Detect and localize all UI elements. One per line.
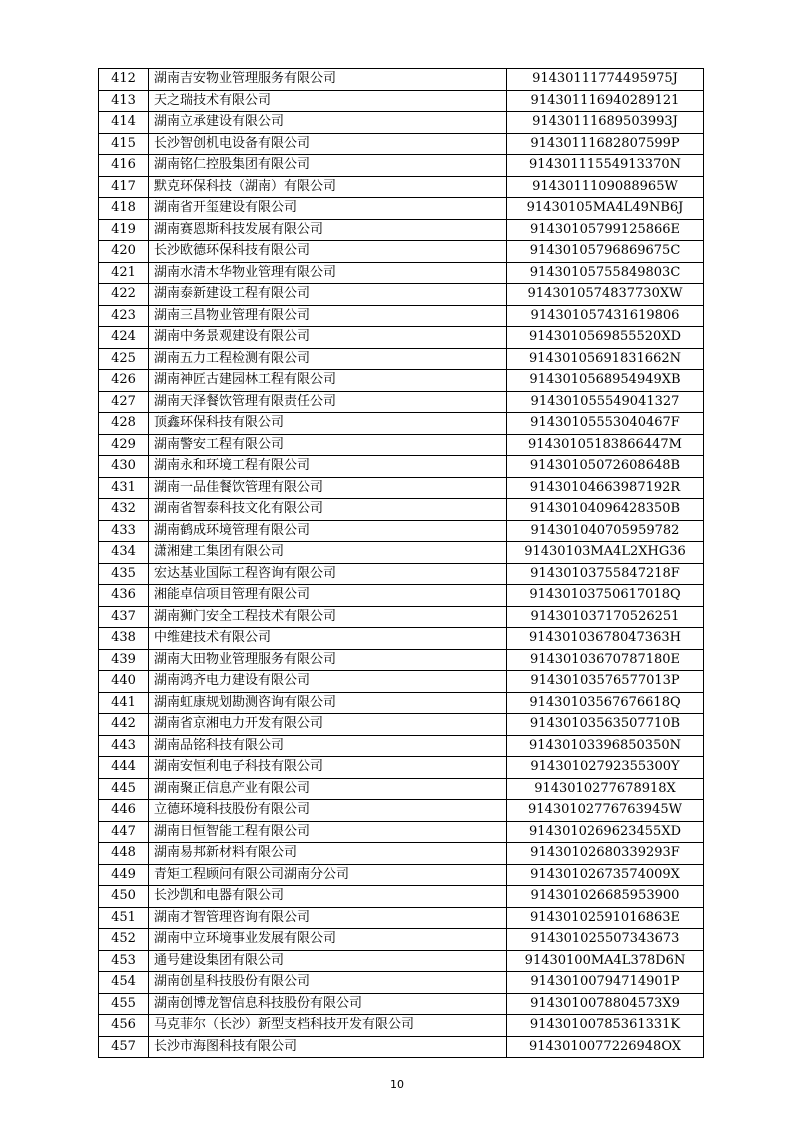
row-number-cell: 421 xyxy=(99,262,149,284)
row-number-cell: 438 xyxy=(99,628,149,650)
row-number-cell: 449 xyxy=(99,864,149,886)
row-number-cell: 432 xyxy=(99,499,149,521)
company-name-cell: 湖南鹤成环境管理有限公司 xyxy=(149,520,507,542)
row-number-cell: 417 xyxy=(99,176,149,198)
credit-code-cell: 91430105183866447M xyxy=(507,434,704,456)
credit-code-cell: 91430102776763945W xyxy=(507,800,704,822)
company-name-cell: 天之瑞技术有限公司 xyxy=(149,90,507,112)
table-row xyxy=(99,886,704,908)
table-row xyxy=(99,370,704,392)
credit-code-cell: 91430100794714901P xyxy=(507,972,704,994)
table-row xyxy=(99,606,704,628)
table-row xyxy=(99,671,704,693)
table-row xyxy=(99,993,704,1015)
credit-code-cell: 91430102591016863E xyxy=(507,907,704,929)
credit-code-cell: 91430105072608648B xyxy=(507,456,704,478)
table-row xyxy=(99,284,704,306)
page-number: 10 xyxy=(390,1078,404,1091)
table-row xyxy=(99,864,704,886)
credit-code-cell: 91430103755847218F xyxy=(507,563,704,585)
company-name-cell: 长沙智创机电设备有限公司 xyxy=(149,133,507,155)
table-row xyxy=(99,456,704,478)
company-table xyxy=(98,68,704,1058)
company-name-cell: 默克环保科技（湖南）有限公司 xyxy=(149,176,507,198)
credit-code-cell: 91430103750617018Q xyxy=(507,585,704,607)
row-number-cell: 451 xyxy=(99,907,149,929)
company-name-cell: 湖南水清木华物业管理有限公司 xyxy=(149,262,507,284)
table-row xyxy=(99,843,704,865)
row-number-cell: 427 xyxy=(99,391,149,413)
table-row xyxy=(99,972,704,994)
company-table-body xyxy=(99,69,704,1058)
table-row xyxy=(99,198,704,220)
company-name-cell: 湖南狮门安全工程技术有限公司 xyxy=(149,606,507,628)
credit-code-cell: 91430111554913370N xyxy=(507,155,704,177)
table-row xyxy=(99,262,704,284)
company-name-cell: 宏达基业国际工程咨询有限公司 xyxy=(149,563,507,585)
company-name-cell: 长沙凯和电器有限公司 xyxy=(149,886,507,908)
company-name-cell: 中维建技术有限公司 xyxy=(149,628,507,650)
table-row xyxy=(99,800,704,822)
company-name-cell: 湖南警安工程有限公司 xyxy=(149,434,507,456)
credit-code-cell: 9143010569855520XD xyxy=(507,327,704,349)
row-number-cell: 431 xyxy=(99,477,149,499)
company-name-cell: 湖南泰新建设工程有限公司 xyxy=(149,284,507,306)
company-name-cell: 湖南立承建设有限公司 xyxy=(149,112,507,134)
table-row xyxy=(99,90,704,112)
credit-code-cell: 914301037170526251 xyxy=(507,606,704,628)
credit-code-cell: 91430102792355300Y xyxy=(507,757,704,779)
row-number-cell: 415 xyxy=(99,133,149,155)
company-name-cell: 长沙市海图科技有限公司 xyxy=(149,1036,507,1058)
row-number-cell: 419 xyxy=(99,219,149,241)
company-name-cell: 顶鑫环保科技有限公司 xyxy=(149,413,507,435)
credit-code-cell: 91430102673574009X xyxy=(507,864,704,886)
credit-code-cell: 9143010077226948OX xyxy=(507,1036,704,1058)
table-row xyxy=(99,950,704,972)
company-name-cell: 湖南省智泰科技文化有限公司 xyxy=(149,499,507,521)
table-row xyxy=(99,499,704,521)
credit-code-cell: 91430105MA4L49NB6J xyxy=(507,198,704,220)
company-name-cell: 湖南创博龙智信息科技股份有限公司 xyxy=(149,993,507,1015)
company-name-cell: 通号建设集团有限公司 xyxy=(149,950,507,972)
table-row xyxy=(99,112,704,134)
table-row xyxy=(99,241,704,263)
company-name-cell: 湖南中务景观建设有限公司 xyxy=(149,327,507,349)
row-number-cell: 457 xyxy=(99,1036,149,1058)
table-row xyxy=(99,585,704,607)
row-number-cell: 412 xyxy=(99,69,149,91)
company-name-cell: 湖南铭仁控股集团有限公司 xyxy=(149,155,507,177)
row-number-cell: 418 xyxy=(99,198,149,220)
table-row xyxy=(99,176,704,198)
company-name-cell: 湖南吉安物业管理服务有限公司 xyxy=(149,69,507,91)
credit-code-cell: 91430104663987192R xyxy=(507,477,704,499)
credit-code-cell: 9143010269623455XD xyxy=(507,821,704,843)
company-name-cell: 湖南中立环境事业发展有限公司 xyxy=(149,929,507,951)
row-number-cell: 439 xyxy=(99,649,149,671)
table-row xyxy=(99,757,704,779)
row-number-cell: 422 xyxy=(99,284,149,306)
credit-code-cell: 914301025507343673 xyxy=(507,929,704,951)
company-name-cell: 湖南才智管理咨询有限公司 xyxy=(149,907,507,929)
company-name-cell: 马克菲尔（长沙）新型支档科技开发有限公司 xyxy=(149,1015,507,1037)
table-row xyxy=(99,563,704,585)
credit-code-cell: 91430103567676618Q xyxy=(507,692,704,714)
table-row xyxy=(99,69,704,91)
table-row xyxy=(99,692,704,714)
credit-code-cell: 91430105553040467F xyxy=(507,413,704,435)
credit-code-cell: 914301026685953900 xyxy=(507,886,704,908)
company-name-cell: 湖南天泽餐饮管理有限责任公司 xyxy=(149,391,507,413)
credit-code-cell: 91430111682807599P xyxy=(507,133,704,155)
credit-code-cell: 91430105799125866E xyxy=(507,219,704,241)
credit-code-cell: 9143010568954949XB xyxy=(507,370,704,392)
company-name-cell: 湖南安恒利电子科技有限公司 xyxy=(149,757,507,779)
row-number-cell: 443 xyxy=(99,735,149,757)
credit-code-cell: 91430111774495975J xyxy=(507,69,704,91)
credit-code-cell: 91430100MA4L378D6N xyxy=(507,950,704,972)
table-row xyxy=(99,520,704,542)
table-row xyxy=(99,413,704,435)
row-number-cell: 414 xyxy=(99,112,149,134)
table-row xyxy=(99,735,704,757)
row-number-cell: 434 xyxy=(99,542,149,564)
row-number-cell: 440 xyxy=(99,671,149,693)
credit-code-cell: 91430103MA4L2XHG36 xyxy=(507,542,704,564)
table-row xyxy=(99,542,704,564)
company-name-cell: 湖南省开玺建设有限公司 xyxy=(149,198,507,220)
table-row xyxy=(99,907,704,929)
row-number-cell: 447 xyxy=(99,821,149,843)
table-row xyxy=(99,348,704,370)
company-name-cell: 湖南鸿齐电力建设有限公司 xyxy=(149,671,507,693)
row-number-cell: 454 xyxy=(99,972,149,994)
company-name-cell: 湖南永和环境工程有限公司 xyxy=(149,456,507,478)
row-number-cell: 428 xyxy=(99,413,149,435)
row-number-cell: 433 xyxy=(99,520,149,542)
table-row xyxy=(99,305,704,327)
credit-code-cell: 9143010574837730XW xyxy=(507,284,704,306)
table-row xyxy=(99,649,704,671)
row-number-cell: 436 xyxy=(99,585,149,607)
row-number-cell: 441 xyxy=(99,692,149,714)
row-number-cell: 453 xyxy=(99,950,149,972)
table-row xyxy=(99,778,704,800)
company-name-cell: 湖南三昌物业管理有限公司 xyxy=(149,305,507,327)
company-name-cell: 湖南神匠古建园林工程有限公司 xyxy=(149,370,507,392)
table-row xyxy=(99,1036,704,1058)
company-name-cell: 湖南五力工程检测有限公司 xyxy=(149,348,507,370)
table-row xyxy=(99,327,704,349)
table-row xyxy=(99,929,704,951)
table-row xyxy=(99,133,704,155)
row-number-cell: 450 xyxy=(99,886,149,908)
credit-code-cell: 91430103396850350N xyxy=(507,735,704,757)
row-number-cell: 446 xyxy=(99,800,149,822)
credit-code-cell: 91430103563507710B xyxy=(507,714,704,736)
credit-code-cell: 91430103670787180E xyxy=(507,649,704,671)
credit-code-cell: 91430103576577013P xyxy=(507,671,704,693)
row-number-cell: 437 xyxy=(99,606,149,628)
company-name-cell: 湖南赛恩斯科技发展有限公司 xyxy=(149,219,507,241)
row-number-cell: 452 xyxy=(99,929,149,951)
table-row xyxy=(99,1015,704,1037)
row-number-cell: 423 xyxy=(99,305,149,327)
company-name-cell: 湖南省京湘电力开发有限公司 xyxy=(149,714,507,736)
company-name-cell: 湖南日恒智能工程有限公司 xyxy=(149,821,507,843)
company-name-cell: 湘能卓信项目管理有限公司 xyxy=(149,585,507,607)
table-row xyxy=(99,477,704,499)
row-number-cell: 413 xyxy=(99,90,149,112)
table-row xyxy=(99,628,704,650)
company-name-cell: 湖南易邦新材料有限公司 xyxy=(149,843,507,865)
credit-code-cell: 91430105755849803C xyxy=(507,262,704,284)
table-row xyxy=(99,391,704,413)
company-name-cell: 湖南大田物业管理服务有限公司 xyxy=(149,649,507,671)
credit-code-cell: 91430105691831662N xyxy=(507,348,704,370)
credit-code-cell: 914301116940289121 xyxy=(507,90,704,112)
company-name-cell: 湖南一品佳餐饮管理有限公司 xyxy=(149,477,507,499)
credit-code-cell: 91430105796869675C xyxy=(507,241,704,263)
credit-code-cell: 91430104096428350B xyxy=(507,499,704,521)
row-number-cell: 420 xyxy=(99,241,149,263)
company-name-cell: 湖南品铭科技有限公司 xyxy=(149,735,507,757)
company-name-cell: 湖南虹康规划勘测咨询有限公司 xyxy=(149,692,507,714)
table-row xyxy=(99,434,704,456)
row-number-cell: 424 xyxy=(99,327,149,349)
row-number-cell: 448 xyxy=(99,843,149,865)
credit-code-cell: 9143011109088965W xyxy=(507,176,704,198)
table-row xyxy=(99,714,704,736)
row-number-cell: 455 xyxy=(99,993,149,1015)
credit-code-cell: 91430102680339293F xyxy=(507,843,704,865)
credit-code-cell: 9143010078804573X9 xyxy=(507,993,704,1015)
company-name-cell: 青矩工程顾问有限公司湖南分公司 xyxy=(149,864,507,886)
table-row xyxy=(99,821,704,843)
credit-code-cell: 914301057431619806 xyxy=(507,305,704,327)
company-name-cell: 长沙欧德环保科技有限公司 xyxy=(149,241,507,263)
row-number-cell: 429 xyxy=(99,434,149,456)
row-number-cell: 430 xyxy=(99,456,149,478)
credit-code-cell: 91430103678047363H xyxy=(507,628,704,650)
company-name-cell: 潇湘建工集团有限公司 xyxy=(149,542,507,564)
credit-code-cell: 914301040705959782 xyxy=(507,520,704,542)
table-row xyxy=(99,219,704,241)
row-number-cell: 445 xyxy=(99,778,149,800)
company-name-cell: 湖南创星科技股份有限公司 xyxy=(149,972,507,994)
credit-code-cell: 91430100785361331K xyxy=(507,1015,704,1037)
row-number-cell: 435 xyxy=(99,563,149,585)
credit-code-cell: 91430111689503993J xyxy=(507,112,704,134)
row-number-cell: 456 xyxy=(99,1015,149,1037)
company-name-cell: 立德环境科技股份有限公司 xyxy=(149,800,507,822)
row-number-cell: 426 xyxy=(99,370,149,392)
company-name-cell: 湖南聚正信息产业有限公司 xyxy=(149,778,507,800)
credit-code-cell: 9143010277678918X xyxy=(507,778,704,800)
row-number-cell: 425 xyxy=(99,348,149,370)
row-number-cell: 444 xyxy=(99,757,149,779)
row-number-cell: 442 xyxy=(99,714,149,736)
row-number-cell: 416 xyxy=(99,155,149,177)
credit-code-cell: 914301055549041327 xyxy=(507,391,704,413)
table-row xyxy=(99,155,704,177)
